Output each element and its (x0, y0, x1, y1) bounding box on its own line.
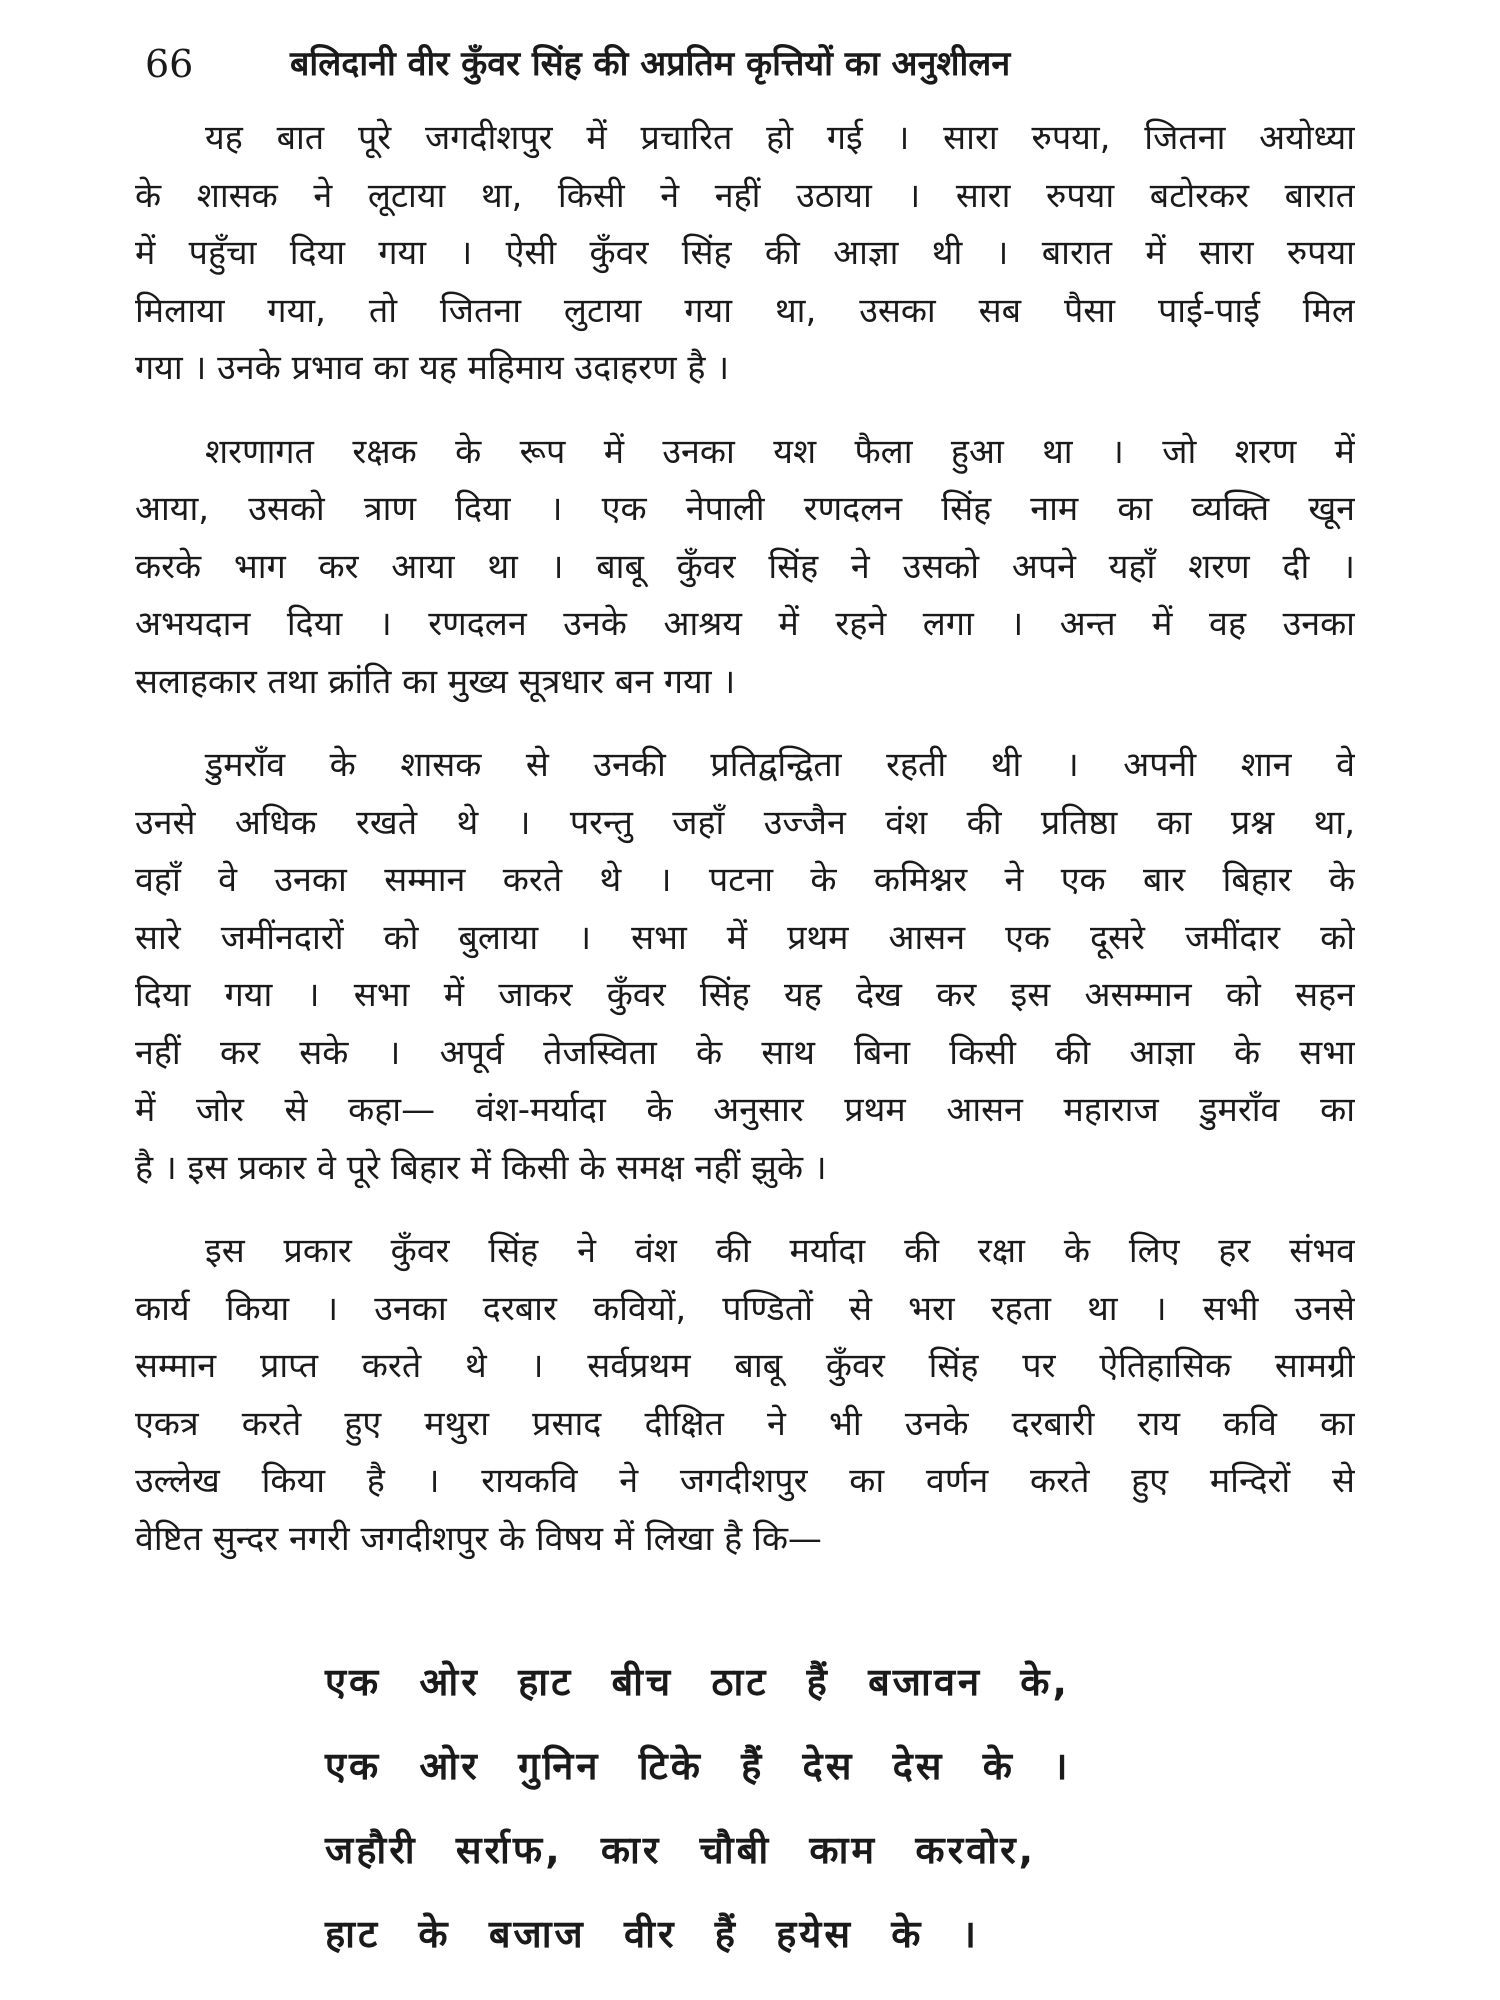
verse-quote (325, 1640, 1185, 1976)
text-line: गया । उनके प्रभाव का यह महिमाय उदाहरण है । (135, 348, 730, 388)
text-line: अभयदान दिया । रणदलन उनके आश्रय में रहने लगा । अन्त में वह उनका (135, 604, 1355, 644)
paragraph (135, 737, 1355, 1197)
text-line: वहाँ वे उनका सम्मान करते थे । पटना के कमिश्नर ने एक बार बिहार के (135, 860, 1355, 900)
text-line: है । इस प्रकार वे पूरे बिहार में किसी के समक्ष नहीं झुके । (135, 1147, 827, 1188)
paragraph (135, 1223, 1355, 1568)
text-line: मिलाया गया, तो जितना लुटाया गया था, उसका सब पैसा पाई-पाई मिल (135, 290, 1355, 331)
text-line: में पहुँचा दिया गया । ऐसी कुँवर सिंह की आज्ञा थी । बारात में सारा रुपया (135, 233, 1355, 273)
text-line: डुमराँव के शासक से उनकी प्रतिद्वन्द्विता रहती थी । अपनी शान वे (205, 745, 1355, 785)
text-line: सम्मान प्राप्त करते थे । सर्वप्रथम बाबू कुँवर सिंह पर ऐतिहासिक सामग्री (135, 1346, 1355, 1386)
verse-line: जहौरी सर्राफ, कार चौबी काम करवोर, (325, 1828, 1037, 1872)
text-line: उल्लेख किया है । रायकवि ने जगदीशपुर का वर्णन करते हुए मन्दिरों से (135, 1461, 1355, 1501)
text-line: नहीं कर सके । अपूर्व तेजस्विता के साथ बिना किसी की आज्ञा के सभा (135, 1032, 1355, 1073)
text-line: यह बात पूरे जगदीशपुर में प्रचारित हो गई । सारा रुपया, जितना अयोध्या (205, 118, 1355, 158)
text-line: वेष्टित सुन्दर नगरी जगदीशपुर के विषय में लिखा है कि— (135, 1518, 822, 1559)
paragraph (135, 424, 1355, 712)
text-line: करके भाग कर आया था । बाबू कुँवर सिंह ने उसको अपने यहाँ शरण दी । (135, 546, 1355, 587)
page-number: 66 (145, 42, 194, 86)
text-line: दिया गया । सभा में जाकर कुँवर सिंह यह देख कर इस असम्मान को सहन (135, 975, 1355, 1015)
verse-line: एक ओर हाट बीच ठाट हैं बजावन के, (325, 1660, 1070, 1704)
page-header (135, 34, 1355, 94)
text-line: आया, उसको त्राण दिया । एक नेपाली रणदलन सिंह नाम का व्यक्ति खून (135, 489, 1355, 529)
text-line: उनसे अधिक रखते थे । परन्तु जहाँ उज्जैन वंश की प्रतिष्ठा का प्रश्न था, (135, 802, 1355, 843)
text-line: के शासक ने लूटाया था, किसी ने नहीं उठाया । सारा रुपया बटोरकर बारात (135, 175, 1355, 216)
body-text (135, 110, 1355, 1594)
verse-line: हाट के बजाज वीर हैं हयेस के । (325, 1912, 980, 1956)
text-line: में जोर से कहा— वंश-मर्यादा के अनुसार प्रथम आसन महाराज डुमराँव का (135, 1090, 1355, 1130)
text-line: सलाहकार तथा क्रांति का मुख्य सूत्रधार बन गया । (135, 661, 736, 702)
running-title: बलिदानी वीर कुँवर सिंह की अप्रतिम कृत्तियों का अनुशीलन (290, 44, 1011, 84)
verse-line: एक ओर गुनिन टिके हैं देस देस के । (325, 1744, 1071, 1788)
text-line: कार्य किया । उनका दरबार कवियों, पण्डितों से भरा रहता था । सभी उनसे (135, 1288, 1355, 1329)
text-line: शरणागत रक्षक के रूप में उनका यश फैला हुआ था । जो शरण में (205, 431, 1355, 472)
text-line: सारे जमींनदारों को बुलाया । सभा में प्रथम आसन एक दूसरे जमींदार को (135, 917, 1355, 958)
paragraph (135, 110, 1355, 398)
text-line: एकत्र करते हुए मथुरा प्रसाद दीक्षित ने भी उनके दरबारी राय कवि का (135, 1403, 1355, 1444)
text-line: इस प्रकार कुँवर सिंह ने वंश की मर्यादा की रक्षा के लिए हर संभव (205, 1231, 1355, 1271)
